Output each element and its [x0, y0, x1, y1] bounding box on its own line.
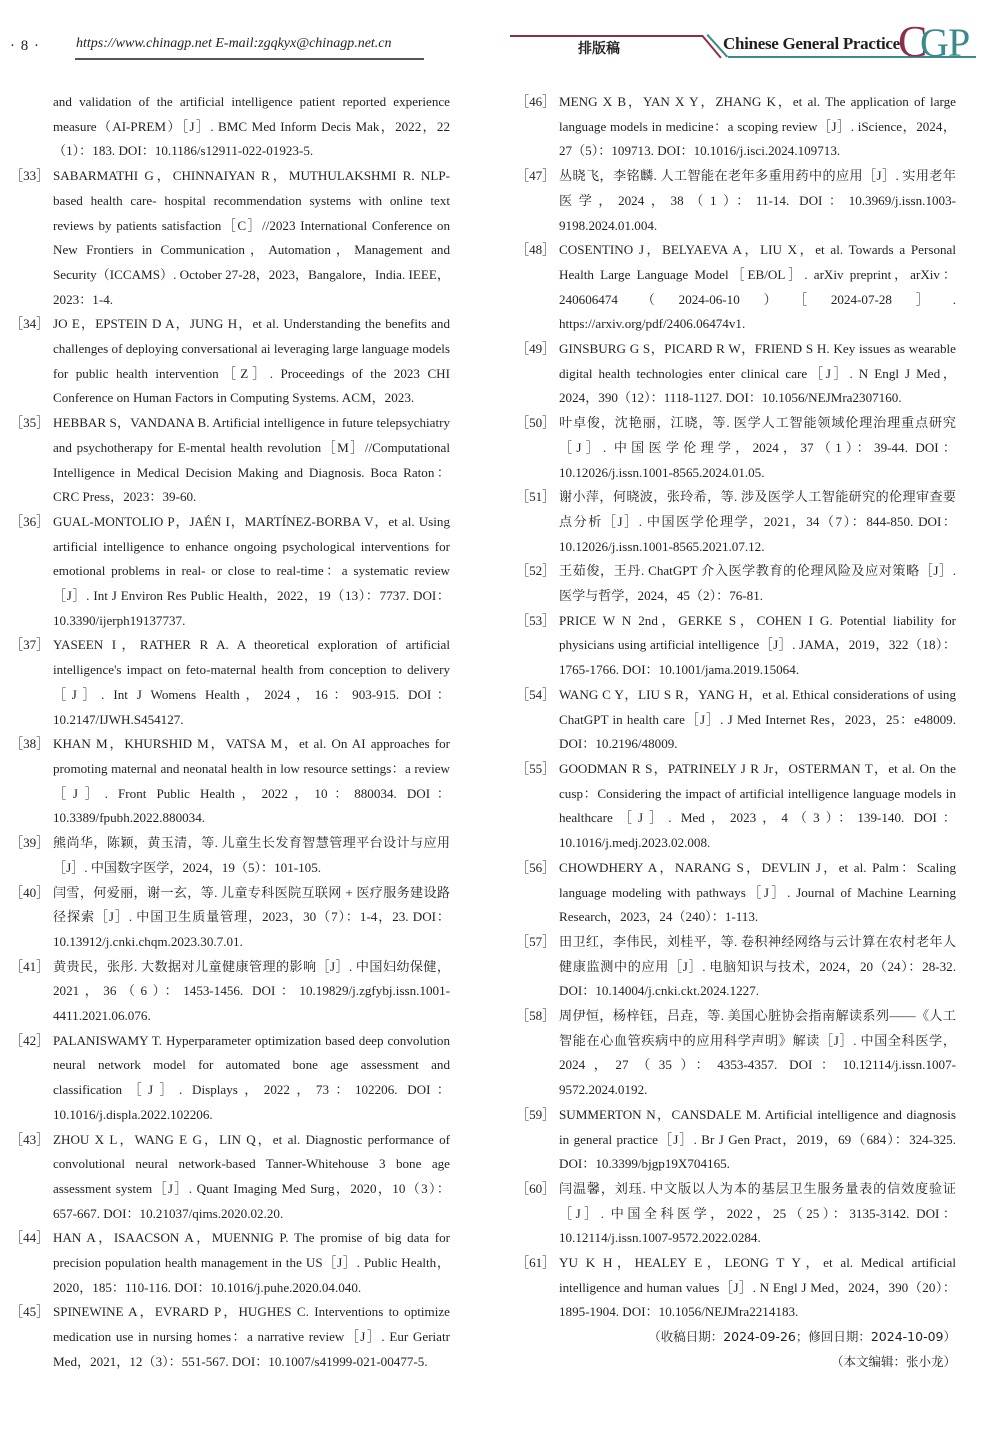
reference-number: ［54］ — [516, 686, 556, 702]
reference-item — [516, 683, 956, 757]
reference-text: 谢小萍，何晓波，张玲希，等. 涉及医学人工智能研究的伦理审查要点分析［J］. 中国医学伦理学，2021，34（7）：844-850. DOI：10.12026/j.issn.1001-8565.2021.07.12. — [559, 489, 956, 554]
svg-text:P: P — [948, 20, 971, 60]
reference-text: PALANISWAMY T. Hyperparameter optimization based deep convolution neural network model for automated bone age assessment and classification［J］. Displays，2022，73：102206. DOI：10.1016/j.displa.2022.102206. — [53, 1032, 450, 1122]
reference-number: ［46］ — [516, 94, 556, 109]
reference-item — [516, 930, 956, 1004]
reference-text: 闫雪，何爱丽，谢一玄，等. 儿童专科医院互联网 + 医疗服务建设路径探索［J］. 中国卫生质量管理，2023，30（7）：1-4，23. DOI：10.13912/j.cnki.chqm.2023.30.7.01. — [53, 884, 450, 949]
header-rule — [75, 58, 424, 60]
reference-item — [516, 90, 956, 164]
reference-number: ［60］ — [516, 1180, 556, 1196]
reference-item — [516, 164, 956, 238]
reference-text: WANG C Y，LIU S R，YANG H，et al. Ethical considerations of using ChatGPT in health care［J］. J Med Internet Res，2023，25：e48009. DOI：10.2196/48009. — [559, 686, 956, 752]
reference-number: ［43］ — [10, 1131, 50, 1147]
reference-item — [516, 238, 956, 337]
reference-item — [516, 1177, 956, 1251]
reference-number: ［40］ — [10, 884, 50, 900]
reference-text: GINSBURG G S，PICARD R W，FRIEND S H. Key issues as wearable digital health technologies enter clinical care［J］. N Engl J Med，2024，390（12）：1118-1127. DOI：10.1056/NEJMra2307160. — [559, 341, 956, 406]
reference-number: ［39］ — [10, 835, 50, 851]
reference-text: 周伊恒，杨梓钰，吕垚，等. 美国心脏协会指南解读系列——《人工智能在心血管疾病中的应用科学声明》解读［J］. 中国全科医学，2024，27（35）：4353-4357. DOI：10.12114/j.issn.1007-9572.2024.0192. — [559, 1008, 956, 1098]
reference-number: ［45］ — [10, 1304, 50, 1320]
reference-text: JO E，EPSTEIN D A，JUNG H，et al. Understanding the benefits and challenges of deploying conversational ai leveraging large language models for public health intervention［Z］. Proceedings of the 2023 CHI Conference on Human Factors in Computing Systems. ACM，2023. — [53, 316, 450, 406]
reference-number: ［48］ — [516, 242, 556, 258]
cgp-logo-icon — [898, 20, 980, 60]
reference-item — [10, 732, 450, 831]
reference-item — [516, 485, 956, 559]
reference-text: YASEEN I，RATHER R A. A theoretical exploration of artificial intelligence's impact on feto-maternal health from conception to delivery［J］. Int J Womens Health，2024，16：903-915. DOI：10.2147/IJWH.S454127. — [53, 637, 450, 727]
reference-number: ［53］ — [516, 612, 556, 628]
reference-item — [516, 559, 956, 608]
reference-item — [10, 1226, 450, 1300]
reference-text: 田卫红，李伟民，刘桂平，等. 卷积神经网络与云计算在农村老年人健康监测中的应用［J］. 电脑知识与技术，2024，20（24）：28-32. DOI：10.14004/j.cnki.ckt.2024.1227. — [559, 933, 956, 999]
reference-item — [10, 411, 450, 510]
reference-number: ［51］ — [516, 489, 556, 505]
reference-text: YU K H，HEALEY E，LEONG T Y，et al. Medical artificial intelligence and human values［J］. N Engl J Med，2024，390（20）：1895-1904. DOI：10.1056/NEJMra2214183. — [559, 1255, 956, 1320]
reference-text: 叶卓俊，沈艳丽，江晓，等. 医学人工智能领域伦理治理重点研究［J］. 中国医学伦理学，2024，37（1）：39-44. DOI：10.12026/j.issn.1001-8565.2024.01.05. — [559, 415, 956, 480]
references-left-column — [10, 90, 450, 1375]
reference-text: COSENTINO J，BELYAEVA A，LIU X，et al. Towards a Personal Health Large Language Model［EB/OL］. arXiv preprint，arXiv：240606474（2024-06-10）［2024-07-28］. https://arxiv.org/pdf/2406.06474v1. — [559, 242, 956, 332]
reference-item — [10, 510, 450, 634]
reference-text: PRICE W N 2nd，GERKE S，COHEN I G. Potential liability for physicians using artificial intelligence［J］. JAMA，2019，322（18）：1765-1766. DOI：10.1001/jama.2019.15064. — [559, 612, 956, 678]
reference-item — [516, 609, 956, 683]
reference-number: ［49］ — [516, 341, 556, 357]
reference-number: ［61］ — [516, 1255, 556, 1271]
reference-text: GOODMAN R S，PATRINELY J R Jr，OSTERMAN T，et al. On the cusp：Considering the impact of artificial intelligence language models in healthcare［J］. Med，2023，4（3）：139-140. DOI：10.1016/j.medj.2023.02.008. — [559, 760, 956, 851]
reference-text: ZHOU X L，WANG E G，LIN Q，et al. Diagnostic performance of convolutional neural network-based Tanner-Whitehouse 3 bone age assessment system［J］. Quant Imaging Med Surg，2020，10（3）：657-667. DOI：10.21037/qims.2020.02.20. — [53, 1131, 450, 1221]
reference-text: SUMMERTON N，CANSDALE M. Artificial intelligence and diagnosis in general practice［J］. Br J Gen Pract，2019，69（684）：324-325. DOI：10.3399/bjgp19X704165. — [559, 1106, 956, 1172]
reference-item — [10, 1128, 450, 1227]
reference-number: ［58］ — [516, 1008, 556, 1024]
reference-number: ［38］ — [10, 736, 50, 752]
reference-number: ［56］ — [516, 859, 556, 875]
reference-item — [10, 1300, 450, 1374]
reference-item — [516, 411, 956, 485]
reference-item — [10, 881, 450, 955]
reference-text: and validation of the artificial intelligence patient reported experience measure（AI-PREM）［J］. BMC Med Inform Decis Mak，2022，22（1）：183. DOI：10.1186/s12911-022-01923-5. — [53, 94, 450, 159]
reference-text: 熊尚华，陈颖，黄玉清，等. 儿童生长发育智慧管理平台设计与应用［J］. 中国数字医学，2024，19（5）：101-105. — [53, 835, 450, 875]
reference-item — [10, 90, 450, 164]
reference-item — [10, 955, 450, 1029]
journal-website-email: https://www.chinagp.net E-mail:zgqkyx@chinagp.net.cn — [76, 36, 392, 51]
svg-text:C: C — [898, 20, 928, 60]
reference-text: GUAL-MONTOLIO P，JAÉN I，MARTÍNEZ-BORBA V，et al. Using artificial intelligence to enhance ongoing psychological interventions for emotional problems in real- or close to real-time：a systematic review［J］. Int J Environ Res Public Health，2022，19（13）：7737. DOI：10.3390/ijerph19137737. — [53, 513, 450, 628]
reference-number: ［37］ — [10, 637, 50, 653]
journal-name: Chinese General Practice — [723, 34, 900, 53]
reference-text: 闫温馨，刘珏. 中文版以人为本的基层卫生服务量表的信效度验证［J］. 中国全科医学，2022，25（25）：3135-3142. DOI：10.12114/j.issn.1007-9572.2022.0284. — [559, 1180, 956, 1246]
page-header — [0, 0, 1000, 80]
reference-number: ［50］ — [516, 415, 556, 431]
reference-text: HEBBAR S，VANDANA B. Artificial intelligence in future telepsychiatry and psychotherapy for E-mental health revolution［M］//Computational Intelligence in Medical Decision Making and Diagnosis. Boca Raton：CRC Press，2023：39-60. — [53, 415, 450, 505]
reference-number: ［52］ — [516, 563, 556, 579]
reference-item — [516, 1004, 956, 1103]
reference-item — [10, 831, 450, 880]
reference-text: 王茹俊，王丹. ChatGPT 介入医学教育的伦理风险及应对策略［J］. 医学与哲学，2024，45（2）：76-81. — [559, 563, 956, 604]
editor-credit: （本文编辑：张小龙） — [830, 1353, 956, 1369]
reference-item — [10, 312, 450, 411]
reference-item — [10, 1029, 450, 1128]
reference-number: ［36］ — [10, 513, 50, 529]
reference-number: ［34］ — [10, 316, 50, 332]
reference-text: 黄贵民，张彤. 大数据对儿童健康管理的影响［J］. 中国妇幼保健，2021，36（6）：1453-1456. DOI：10.19829/j.zgfybj.issn.1001-4411.2021.06.076. — [53, 958, 450, 1024]
svg-text:G: G — [920, 20, 949, 60]
reference-number: ［44］ — [10, 1230, 50, 1246]
reference-number: ［33］ — [10, 168, 50, 184]
reference-item — [10, 633, 450, 732]
banner-line-red — [510, 35, 703, 37]
reference-number: ［47］ — [516, 168, 556, 184]
reference-item — [516, 1251, 956, 1325]
reference-number: ［59］ — [516, 1106, 556, 1122]
reference-text: KHAN M，KHURSHID M，VATSA M，et al. On AI approaches for promoting maternal and neonatal health in low resource settings：a review［J］. Front Public Health，2022，10：880034. DOI：10.3389/fpubh.2022.880034. — [53, 736, 450, 826]
references-right-column — [516, 90, 956, 1375]
reference-text: MENG X B，YAN X Y，ZHANG K，et al. The application of large language models in medicine：a scoping review［J］. iScience，2024，27（5）：109713. DOI：10.1016/j.isci.2024.109713. — [559, 94, 956, 159]
reference-text: CHOWDHERY A，NARANG S，DEVLIN J，et al. Palm：Scaling language modeling with pathways［J］. Journal of Machine Learning Research，2023，24（240）：1-113. — [559, 859, 956, 925]
reference-number: ［57］ — [516, 933, 556, 949]
reference-item — [516, 757, 956, 856]
typeset-label: 排版稿 — [578, 41, 620, 57]
page-number: · 8 · — [10, 38, 40, 54]
reference-item — [516, 337, 956, 411]
reference-number: ［55］ — [516, 760, 556, 776]
reference-text: SABARMATHI G，CHINNAIYAN R，MUTHULAKSHMI R. NLP-based health care- hospital recommendation systems with online text reviews by patients satisfaction［C］//2023 International Conference on New Frontiers in Communication，Automation，Management and Security（ICCAMS）. October 27-28，2023，Bangalore，India. IEEE，2023：1-4. — [53, 168, 450, 307]
reference-item — [516, 1103, 956, 1177]
reference-text: SPINEWINE A，EVRARD P，HUGHES C. Interventions to optimize medication use in nursing homes：a narrative review［J］. Eur Geriatr Med，2021，12（3）：551-567. DOI：10.1007/s41999-021-00477-5. — [53, 1304, 450, 1369]
reference-number: ［41］ — [10, 958, 50, 974]
reference-text: HAN A，ISAACSON A，MUENNIG P. The promise of big data for precision population health management in the US［J］. Public Health，2020，185：110-116. DOI：10.1016/j.puhe.2020.04.040. — [53, 1230, 450, 1295]
reference-item — [516, 856, 956, 930]
reference-number: ［42］ — [10, 1032, 50, 1048]
reference-text: 丛晓飞，李铭麟. 人工智能在老年多重用药中的应用［J］. 实用老年医学，2024，38（1）：11-14. DOI：10.3969/j.issn.1003-9198.2024.01.004. — [559, 168, 956, 233]
reference-number: ［35］ — [10, 415, 50, 431]
received-dates: （收稿日期：2024-09-26；修回日期：2024-10-09） — [648, 1329, 956, 1345]
reference-item — [10, 164, 450, 312]
